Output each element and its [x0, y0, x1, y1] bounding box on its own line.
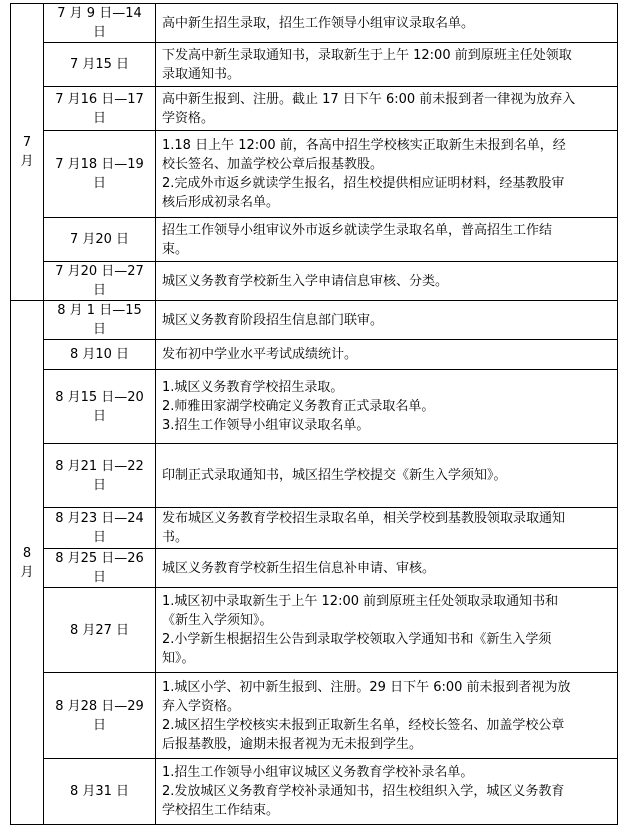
- date-cell: 8 月31 日: [44, 759, 156, 825]
- date-cell: 8 月15 日—20 日: [44, 370, 156, 444]
- table-row: [11, 218, 618, 262]
- description-cell: [156, 262, 618, 301]
- description-cell: [156, 508, 618, 549]
- table-row: [11, 43, 618, 87]
- description-line: 3.招生工作领导小组审议录取名单。: [162, 418, 370, 433]
- table-row: [11, 588, 618, 673]
- date-cell: 8 月10 日: [44, 340, 156, 370]
- date-cell: 7 月 9 日—14 日: [44, 4, 156, 43]
- description-line: 1.招生工作领导小组审议城区义务教育学校补录名单。: [162, 765, 474, 780]
- description-line: 1.城区小学、初中新生报到、注册。29 日下午 6:00 前未报到者视为放: [162, 679, 571, 695]
- date-cell: 7 月20 日—27 日: [44, 262, 156, 301]
- description-line: 城区义务教育学校新生入学申请信息审核、分类。: [162, 273, 449, 289]
- description-cell: [156, 370, 618, 444]
- description-line: 2.小学新生根据招生公告到录取学校领取入学通知书和《新生入学须: [162, 632, 552, 647]
- description-line: 知》。: [162, 651, 195, 666]
- description-line: 高中新生报到、注册。截止 17 日下午 6:00 前未报到者一律视为放弃入: [162, 91, 576, 107]
- table-row: [11, 262, 618, 301]
- description-line: 发布初中学业水平考试成绩统计。: [162, 347, 358, 362]
- description-cell: [156, 301, 618, 340]
- description-cell: [156, 549, 618, 588]
- description-line: 学校招生工作结束。: [162, 803, 280, 818]
- date-cell: 8 月21 日—22 日: [44, 444, 156, 508]
- table-row: [11, 301, 618, 340]
- description-line: 《新生入学须知》。: [162, 613, 273, 628]
- description-line: 招生工作领导小组审议外市返乡就读学生录取名单，普高招生工作结: [162, 222, 553, 238]
- description-cell: [156, 444, 618, 508]
- date-cell: 7 月20 日: [44, 218, 156, 262]
- description-line: 后报基教股，逾期未报者视为无未报到学生。: [162, 736, 423, 752]
- description-cell: [156, 43, 618, 87]
- description-cell: [156, 4, 618, 43]
- description-line: 1.城区初中录取新生于上午 12:00 前到原班主任处领取录取通知书和: [162, 594, 559, 609]
- month-cell-july: [11, 4, 44, 301]
- description-cell: [156, 218, 618, 262]
- description-line: 2.城区招生学校核实未报到正取新生名单，经校长签名、加盖学校公章: [162, 717, 565, 733]
- month-number: 8: [22, 545, 32, 561]
- description-cell: [156, 588, 618, 673]
- description-line: 高中新生招生录取，招生工作领导小组审议录取名单。: [162, 15, 475, 31]
- date-cell: 7 月18 日—19 日: [44, 131, 156, 218]
- description-cell: [156, 673, 618, 759]
- table-row: [11, 759, 618, 825]
- description-line: 核后形成初录名单。: [162, 195, 280, 210]
- description-line: 印制正式录取通知书，城区招生学校提交《新生入学须知》。: [162, 468, 507, 483]
- description-cell: [156, 131, 618, 218]
- description-line: 2.发放城区义务教育学校补录通知书，招生校组织入学，城区义务教育: [162, 784, 565, 799]
- table-row: [11, 4, 618, 43]
- description-line: 城区义务教育学校新生招生信息补申请、审核。: [162, 560, 436, 576]
- description-line: 2.完成外市返乡就读学生报名，招生校提供相应证明材料，经基教股审: [162, 176, 565, 191]
- description-cell: [156, 87, 618, 131]
- description-line: 校长签名、加盖学校公章后报基教股。: [162, 157, 384, 172]
- table-row: [11, 673, 618, 759]
- enrollment-schedule-table: [10, 3, 618, 825]
- description-line: 城区义务教育阶段招生信息部门联审。: [162, 312, 384, 328]
- date-cell: 7 月16 日—17 日: [44, 87, 156, 131]
- date-cell: 8 月25 日—26 日: [44, 549, 156, 588]
- date-cell: 8 月28 日—29 日: [44, 673, 156, 759]
- description-line: 录取通知书。: [162, 66, 241, 82]
- table-row: [11, 87, 618, 131]
- description-line: 1.18 日上午 12:00 前，各高中招生学校核实正取新生未报到名单，经: [162, 138, 566, 153]
- description-line: 发布城区义务教育学校招生录取名单，相关学校到基教股领取录取通知: [162, 511, 566, 526]
- table-row: [11, 340, 618, 370]
- table-row: [11, 131, 618, 218]
- date-cell: 8 月27 日: [44, 588, 156, 673]
- description-line: 学资格。: [162, 110, 215, 126]
- month-unit: 月: [20, 154, 34, 169]
- description-line: 1.城区义务教育学校招生录取。: [162, 380, 344, 395]
- table-row: [11, 370, 618, 444]
- month-number: 7: [22, 135, 32, 150]
- description-cell: [156, 340, 618, 370]
- table-row: [11, 549, 618, 588]
- description-line: 下发高中新生录取通知书，录取新生于上午 12:00 前到原班主任处领取: [162, 47, 572, 63]
- description-cell: [156, 759, 618, 825]
- date-cell: 7 月15 日: [44, 43, 156, 87]
- month-unit: 月: [20, 564, 34, 580]
- date-cell: 8 月 1 日—15 日: [44, 301, 156, 340]
- description-line: 书。: [162, 530, 189, 545]
- description-line: 2.师雅田家湖学校确定义务教育正式录取名单。: [162, 399, 435, 414]
- date-cell: 8 月23 日—24 日: [44, 508, 156, 549]
- table-row: [11, 444, 618, 508]
- description-line: 束。: [162, 241, 189, 257]
- month-cell-august: [11, 301, 44, 825]
- table-row: [11, 508, 618, 549]
- description-line: 弃入学资格。: [162, 698, 241, 714]
